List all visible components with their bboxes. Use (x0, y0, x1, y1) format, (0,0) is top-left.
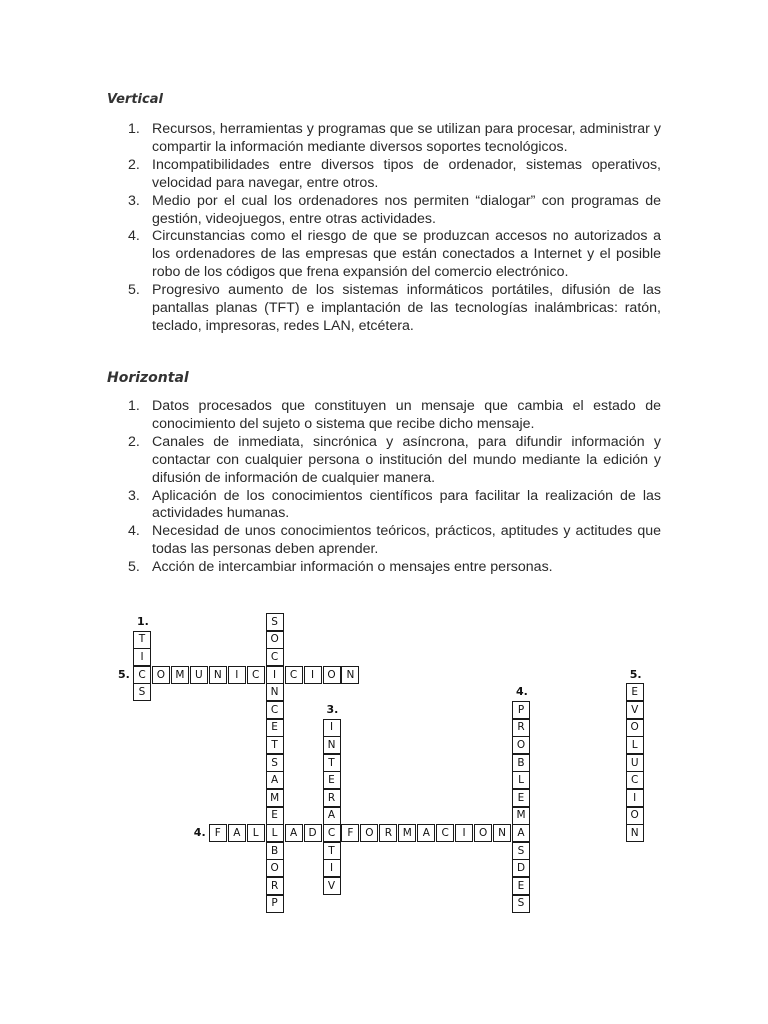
crossword-cell: E (323, 771, 341, 789)
crossword-cell: O (626, 719, 644, 737)
crossword-clue-number: 5. (118, 667, 130, 681)
crossword-cell: R (323, 789, 341, 807)
crossword-cell: S (266, 754, 284, 772)
clue-text: Acción de intercambiar información o mensajes entre personas. (152, 559, 553, 576)
clue-number: 3. (128, 487, 140, 504)
crossword-cell: S (512, 895, 530, 913)
crossword-cell: I (133, 648, 151, 666)
crossword-cell: T (323, 842, 341, 860)
crossword-clue-number: 4. (193, 826, 206, 840)
crossword-cell: O (266, 631, 284, 649)
crossword-cell: T (323, 754, 341, 772)
crossword-cell: R (512, 719, 530, 737)
crossword-cell: N (209, 666, 227, 684)
crossword-cell: E (512, 789, 530, 807)
crossword-cell: T (133, 631, 151, 649)
crossword-cell: A (228, 824, 246, 842)
crossword-cell: T (266, 736, 284, 754)
crossword-cell: F (341, 824, 359, 842)
crossword-cell: I (455, 824, 473, 842)
crossword-cell: L (266, 824, 284, 842)
crossword-cell: O (512, 736, 530, 754)
crossword-cell: I (323, 719, 341, 737)
clue-text: Recursos, herramientas y programas que se utilizan para procesar, administrar y compartir la información mediante diversos soportes tecnológicos. (152, 121, 661, 155)
crossword-cell: D (512, 859, 530, 877)
crossword-cell: I (626, 789, 644, 807)
crossword-cell: V (323, 877, 341, 895)
crossword-cell: L (247, 824, 265, 842)
crossword-cell: O (152, 666, 170, 684)
crossword-cell: C (266, 648, 284, 666)
clue-text: Canales de inmediata, sincrónica y asíncrona, para difundir información y contactar con cualquier persona o institución del mundo mediante la edición y difusión de información de cualquier manera. (152, 433, 661, 486)
crossword-cell: A (323, 807, 341, 825)
crossword-cell: D (304, 824, 322, 842)
clue-number: 1. (128, 121, 140, 137)
crossword-cell: C (247, 666, 265, 684)
clue-number: 4. (128, 523, 140, 540)
clue-number: 1. (128, 398, 140, 414)
crossword-cell: P (266, 895, 284, 913)
crossword-cell: U (626, 754, 644, 772)
crossword-cell: C (626, 771, 644, 789)
horizontal-heading: Horizontal (107, 370, 189, 386)
crossword-cell: M (266, 789, 284, 807)
crossword-cell: U (190, 666, 208, 684)
clue-number: 2. (128, 433, 140, 450)
crossword-cell: E (626, 683, 644, 701)
crossword-cell: P (512, 701, 530, 719)
crossword-cell: N (626, 824, 644, 842)
crossword-cell: I (304, 666, 322, 684)
crossword-cell: I (266, 666, 284, 684)
vertical-heading: Vertical (107, 92, 163, 107)
crossword-cell: O (323, 666, 341, 684)
crossword-cell: O (626, 807, 644, 825)
crossword-cell: A (512, 824, 530, 842)
crossword-cell: S (512, 842, 530, 860)
crossword-cell: A (266, 771, 284, 789)
crossword-cell: M (398, 824, 416, 842)
crossword-cell: B (266, 842, 284, 860)
clue-text: Medio por el cual los ordenadores nos permiten “dialogar” con programas de gestión, videojuegos, entre otras actividades. (152, 192, 661, 227)
crossword-cell: C (323, 824, 341, 842)
clue-number: 5. (128, 559, 140, 576)
clue-text: Datos procesados que constituyen un mensaje que cambia el estado de conocimiento del sujeto o sistema que recibe dicho mensaje. (152, 398, 661, 432)
crossword-cell: F (209, 824, 227, 842)
clue-text: Incompatibilidades entre diversos tipos de ordenador, sistemas operativos, velocidad para navegar, entre otros. (152, 156, 661, 191)
crossword-cell: N (493, 824, 511, 842)
crossword-clue-number: 1. (137, 615, 149, 628)
crossword-cell: B (512, 754, 530, 772)
clue-number: 5. (128, 282, 140, 299)
crossword-cell: R (266, 877, 284, 895)
clue-number: 2. (128, 156, 140, 173)
clue-text: Circunstancias como el riesgo de que se produzcan accesos no autorizados a los ordenadores de las empresas que están conectados a Internet y el posible robo de los códigos que frena expansión del comercio electrónico. (152, 228, 661, 281)
crossword-cell: C (266, 701, 284, 719)
crossword-cell: V (626, 701, 644, 719)
crossword-cell: C (436, 824, 454, 842)
crossword-cell: N (266, 683, 284, 701)
crossword-cell: O (360, 824, 378, 842)
clue-text: Aplicación de los conocimientos científicos para facilitar la realización de las actividades humanas. (152, 487, 661, 522)
clue-number: 3. (128, 192, 140, 209)
crossword-cell: S (133, 683, 151, 701)
crossword-cell: M (171, 666, 189, 684)
crossword-cell: L (512, 771, 530, 789)
crossword-cell: E (266, 807, 284, 825)
crossword-cell: N (323, 736, 341, 754)
crossword-cell: C (133, 666, 151, 684)
crossword-cell: A (285, 824, 303, 842)
crossword-cell: S (266, 613, 284, 631)
clue-text: Progresivo aumento de los sistemas informáticos portátiles, difusión de las pantallas planas (TFT) e implantación de las tecnologías inalámbricas: ratón, teclado, impresoras, redes LAN, etcétera. (152, 282, 661, 334)
crossword-cell: O (266, 859, 284, 877)
crossword-clue-number: 4. (516, 685, 528, 699)
crossword-clue-number: 3. (326, 703, 339, 716)
crossword-cell: I (323, 859, 341, 877)
crossword-cell: O (474, 824, 492, 842)
crossword-cell: M (512, 807, 530, 825)
crossword-clue-number: 5. (629, 667, 642, 681)
clue-number: 4. (128, 228, 140, 245)
crossword-cell: N (341, 666, 359, 684)
clue-text: Necesidad de unos conocimientos teóricos, prácticos, aptitudes y actitudes que todas las personas deben aprender. (152, 523, 661, 558)
crossword-cell: E (266, 719, 284, 737)
crossword-cell: E (512, 877, 530, 895)
crossword-cell: L (626, 736, 644, 754)
crossword-cell: A (417, 824, 435, 842)
crossword-cell: I (228, 666, 246, 684)
crossword-cell: R (379, 824, 397, 842)
crossword-cell: C (285, 666, 303, 684)
